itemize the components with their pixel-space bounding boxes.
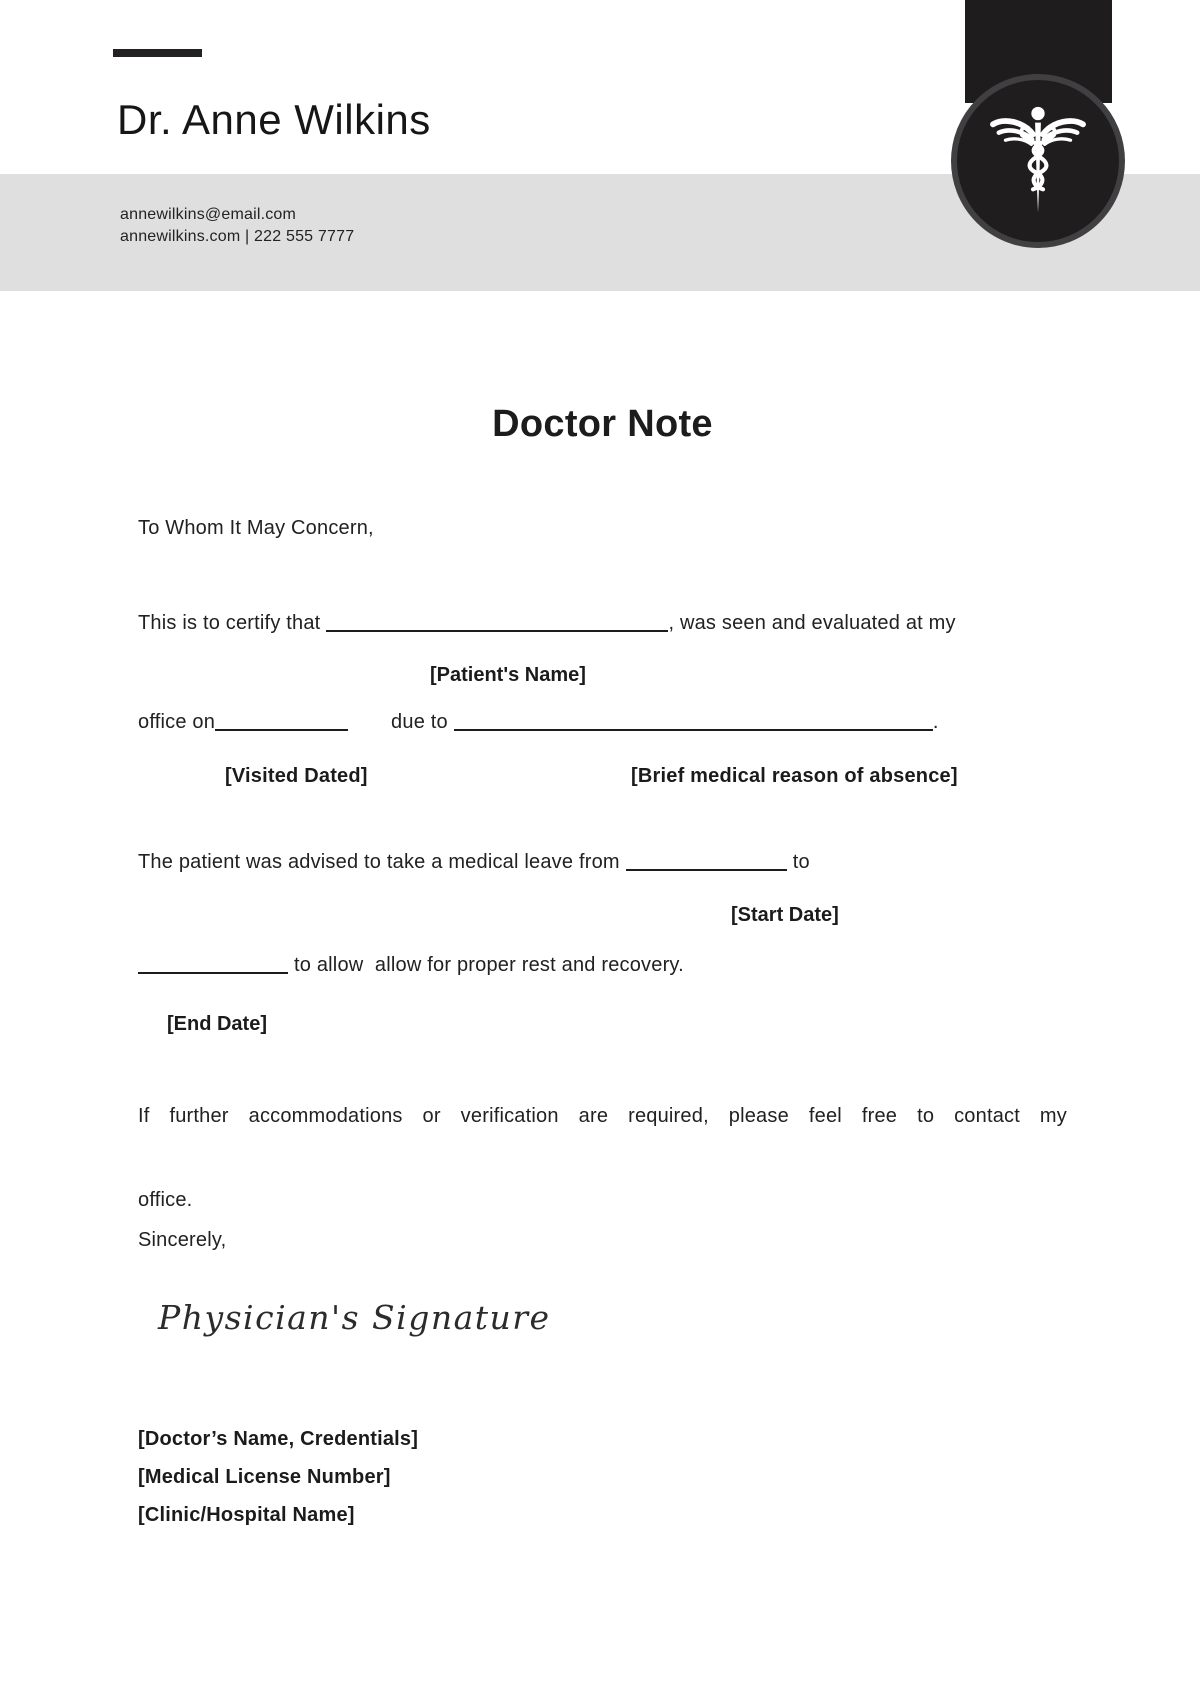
doctor-credentials-placeholder: [Doctor’s Name, Credentials] [138, 1428, 419, 1450]
clinic-name-placeholder: [Clinic/Hospital Name] [138, 1504, 355, 1526]
certify-suffix: , was seen and evaluated at my [668, 612, 956, 634]
further-paragraph [138, 1095, 1067, 1221]
patient-name-label: [Patient's Name] [430, 664, 586, 686]
recovery-suffix: to allow allow for proper rest and recovery. [294, 954, 684, 976]
contact-email: annewilkins@email.com [120, 206, 297, 223]
medical-emblem-badge [951, 74, 1125, 248]
salutation: To Whom It May Concern, [138, 517, 374, 539]
doctor-name: Dr. Anne Wilkins [117, 96, 431, 143]
start-date-blank [626, 867, 787, 871]
reason-label: [Brief medical reason of absence] [631, 765, 958, 787]
end-date-blank [138, 970, 288, 974]
page-title: Doctor Note [492, 403, 713, 445]
start-date-label: [Start Date] [731, 904, 839, 926]
certify-prefix: This is to certify that [138, 612, 321, 634]
footer-block [138, 1420, 1067, 1534]
caduceus-icon [988, 101, 1088, 221]
office-labels-row [138, 761, 1067, 791]
further-line-1: If further accommodations or verification are required, please feel free to contact my [138, 1105, 1067, 1127]
closing-text: Sincerely, [138, 1229, 227, 1251]
contact-website-phone: annewilkins.com | 222 555 7777 [120, 228, 355, 245]
sentence-period: . [932, 711, 939, 733]
leave-prefix: The patient was advised to take a medical leave from [138, 851, 620, 873]
reason-blank [454, 727, 933, 731]
patient-name-blank [326, 628, 668, 632]
office-line [138, 707, 1067, 737]
end-date-label: [End Date] [167, 1013, 267, 1035]
license-number-placeholder: [Medical License Number] [138, 1466, 391, 1488]
physician-signature: Physician's Signature [158, 1298, 551, 1337]
office-on-text: office on [138, 711, 216, 733]
leave-to-text: to [792, 851, 810, 873]
brand-dash [113, 49, 202, 57]
recovery-line [138, 950, 1067, 980]
visited-date-label: [Visited Dated] [225, 765, 368, 787]
leave-line [138, 847, 1067, 877]
visit-date-blank [215, 727, 348, 731]
due-to-text: due to [391, 711, 448, 733]
certify-line [138, 608, 1067, 638]
further-line-2: office. [138, 1189, 193, 1211]
